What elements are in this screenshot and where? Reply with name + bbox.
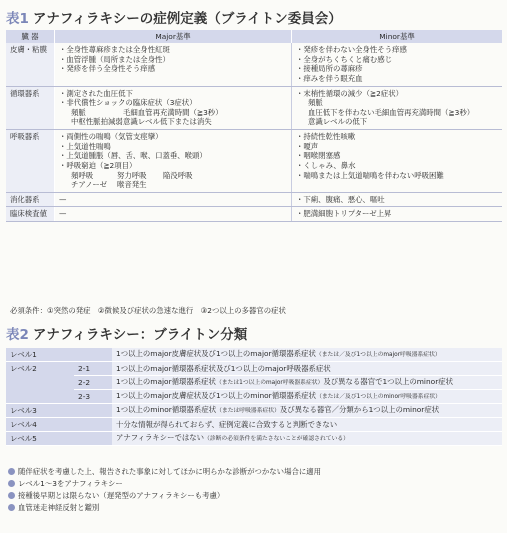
criterion: ・咽喉閉塞感 <box>296 151 341 161</box>
bullet-text: レベル1〜3をアナフィラキシー <box>18 479 123 488</box>
description-tail: 及び異なる器官で1つ以上のminor症状 <box>323 377 454 387</box>
level-cell: レベル5 <box>6 432 112 446</box>
sub-criterion: 意識レベル低下または消失 <box>123 117 212 127</box>
criterion: ・痒みを伴う眼充血 <box>296 73 363 83</box>
table-row <box>6 192 502 207</box>
major-cell <box>55 207 292 222</box>
table1-number: 表1 <box>6 11 29 27</box>
minor-cell <box>292 130 503 193</box>
criterion: ・接種局所の蕁麻疹 <box>296 64 363 74</box>
table-row <box>6 348 502 362</box>
criterion: ・末梢性循環の減少（≧2症状） <box>296 88 403 98</box>
sub-criterion: 喉音発生 <box>117 180 147 190</box>
major-cell <box>55 86 292 130</box>
description: 十分な情報が得られておらず、症例定義に合致すると判断できない <box>116 419 338 429</box>
table-row <box>6 43 502 86</box>
description: アナフィラキシーではない <box>116 433 205 443</box>
header-major: Major基準 <box>55 30 292 43</box>
description-cell <box>112 390 502 404</box>
sub-criterion-line <box>59 171 287 181</box>
sub-criterion: 努力呼吸 <box>117 170 147 180</box>
bullet-dot-icon <box>8 492 15 499</box>
criterion: ・血管浮腫（局所または全身性） <box>59 54 170 64</box>
bullet-text: 随伴症状を考慮した上、報告された事象に対してほかに明らかな診断がつかない場合に適用 <box>18 467 322 476</box>
sub-criterion: 中枢性脈拍減弱 <box>71 117 123 127</box>
description-note: （または／及び1つ以上のminor呼吸器系症状） <box>316 394 441 401</box>
criterion: ・上気道腫脹（唇、舌、喉、口蓋垂、喉頭） <box>59 151 207 161</box>
description-cell <box>112 432 502 446</box>
organ-cell: 循環器系 <box>6 86 55 130</box>
description: 1つ以上のmajor循環器系症状 <box>116 377 216 387</box>
bullet-text: 血管迷走神経反射と鑑別 <box>18 503 100 512</box>
header-minor: Minor基準 <box>292 30 503 43</box>
sub-criterion: 頻脈 <box>71 107 86 117</box>
bullet-dot-icon <box>8 468 15 475</box>
definition-table <box>6 30 502 222</box>
level-cell: レベル2 <box>6 362 74 404</box>
list-item <box>8 490 321 502</box>
bullet-dot-icon <box>8 480 15 487</box>
criterion: — <box>59 194 67 204</box>
description-cell <box>112 348 502 362</box>
table-row <box>6 86 502 130</box>
table1-title-text: アナフィラキシーの症例定義（ブライトン委員会） <box>32 11 342 27</box>
sublevel-cell: 2-2 <box>74 376 112 390</box>
organ-cell: 皮膚・粘膜 <box>6 43 55 86</box>
organ-cell: 臨床検査値 <box>6 207 55 222</box>
table1-title <box>6 7 342 27</box>
criterion: ・全身がちくちくと痛む感じ <box>296 54 393 64</box>
description-cell <box>112 418 502 432</box>
criterion: ・両側性の喘鳴（気管支痙攣） <box>59 132 163 141</box>
description-note: （診断の必須条件を満たさないことが確認されている） <box>204 436 349 443</box>
criterion: ・発疹を伴わない全身性そう痒感 <box>296 45 407 54</box>
criterion: ・全身性蕁麻疹または全身性紅斑 <box>59 45 170 54</box>
required-conditions-note: 必須条件：①突然の発症 ②徴候及び症状の急速な進行 ③2つ以上の多器官の症状 <box>10 306 286 315</box>
criterion: ・測定された血圧低下 <box>59 88 133 98</box>
bullet-dot-icon <box>8 504 15 511</box>
description-cell <box>112 404 502 418</box>
level-cell: レベル4 <box>6 418 112 432</box>
header-organ: 臓 器 <box>6 30 55 43</box>
minor-cell <box>292 86 503 130</box>
description: 1つ以上のmajor皮膚症状及び1つ以上のmajor循環器系症状 <box>116 349 316 359</box>
description-cell <box>112 376 502 390</box>
bullet-notes <box>8 466 321 514</box>
description: 1つ以上のmajor循環器系症状及び1つ以上のmajor呼吸器系症状 <box>116 363 331 373</box>
table-row <box>6 130 502 193</box>
table-row <box>6 376 502 390</box>
level-cell: レベル3 <box>6 404 112 418</box>
table-row <box>6 362 502 376</box>
minor-cell <box>292 207 503 222</box>
sub-criterion: チアノーゼ <box>71 180 107 190</box>
criterion: ・肥満細胞トリプターゼ上昇 <box>296 209 392 219</box>
description: 1つ以上のmajor皮膚症状及び1つ以上のminor循環器系症状 <box>116 391 317 401</box>
table-row <box>6 432 502 446</box>
sub-criterion: 陥没呼吸 <box>163 170 193 180</box>
table2-title <box>6 323 247 343</box>
description-note: （または／及び1つ以上のmajor呼吸器系症状） <box>315 352 441 359</box>
sub-criterion-line <box>59 180 287 190</box>
criterion: ・発疹を伴う全身性そう痒感 <box>59 64 156 74</box>
sub-criterion: 毛細血管再充満時間（≧3秒） <box>123 107 223 117</box>
sublevel-cell: 2-3 <box>74 390 112 404</box>
minor-cell <box>292 43 503 86</box>
table2-number: 表2 <box>6 327 29 343</box>
classification-table <box>6 348 502 446</box>
list-item <box>8 502 321 514</box>
description-cell <box>112 362 502 376</box>
description-note: （または呼吸器系症状） <box>216 408 280 415</box>
criterion: ・下痢、腹痛、悪心、嘔吐 <box>296 194 385 204</box>
sub-criterion: 頻呼吸 <box>71 170 94 180</box>
sub-criterion: 頻脈 <box>308 98 323 108</box>
list-item <box>8 478 321 490</box>
description-tail: 及び異なる器官／分類から1つ以上のminor症状 <box>279 405 440 415</box>
description-note: （または1つ以上のmajor呼吸器系症状） <box>215 380 324 387</box>
sub-criterion: 血圧低下を伴わない毛細血管再充満時間（≧3秒） <box>308 107 475 117</box>
sublevel-cell: 2-1 <box>74 362 112 376</box>
list-item <box>8 466 321 478</box>
criterion: — <box>59 209 67 219</box>
sub-criterion-line <box>59 108 287 118</box>
table-row <box>6 207 502 222</box>
criterion: ・上気道性喘鳴 <box>59 141 111 151</box>
table-row <box>6 390 502 404</box>
bullet-text: 接種後早期とは限らない（遅発型のアナフィラキシーも考慮） <box>18 491 225 500</box>
sub-criterion: 意識レベルの低下 <box>308 117 368 127</box>
major-cell <box>55 130 292 193</box>
table-row <box>6 418 502 432</box>
criterion: ・くしゃみ、鼻水 <box>296 160 356 170</box>
criterion: ・呼吸窮迫（≧2項目） <box>59 160 137 170</box>
criterion: ・非代償性ショックの臨床症状（3症状） <box>59 98 197 108</box>
major-cell <box>55 43 292 86</box>
criterion: ・持続性乾性咳嗽 <box>296 132 356 141</box>
table-row <box>6 404 502 418</box>
table-header-row <box>6 30 502 43</box>
sub-criterion-line <box>59 117 287 127</box>
table2-title-text: アナフィラキシー：ブライトン分類 <box>32 327 248 343</box>
organ-cell: 消化器系 <box>6 192 55 207</box>
criterion: ・嗄声 <box>296 141 319 151</box>
major-cell <box>55 192 292 207</box>
criterion: ・喘鳴または上気道喘鳴を伴わない呼吸困難 <box>296 170 444 180</box>
organ-cell: 呼吸器系 <box>6 130 55 193</box>
level-cell: レベル1 <box>6 348 112 362</box>
minor-cell <box>292 192 503 207</box>
description: 1つ以上のminor循環器系症状 <box>116 405 217 415</box>
